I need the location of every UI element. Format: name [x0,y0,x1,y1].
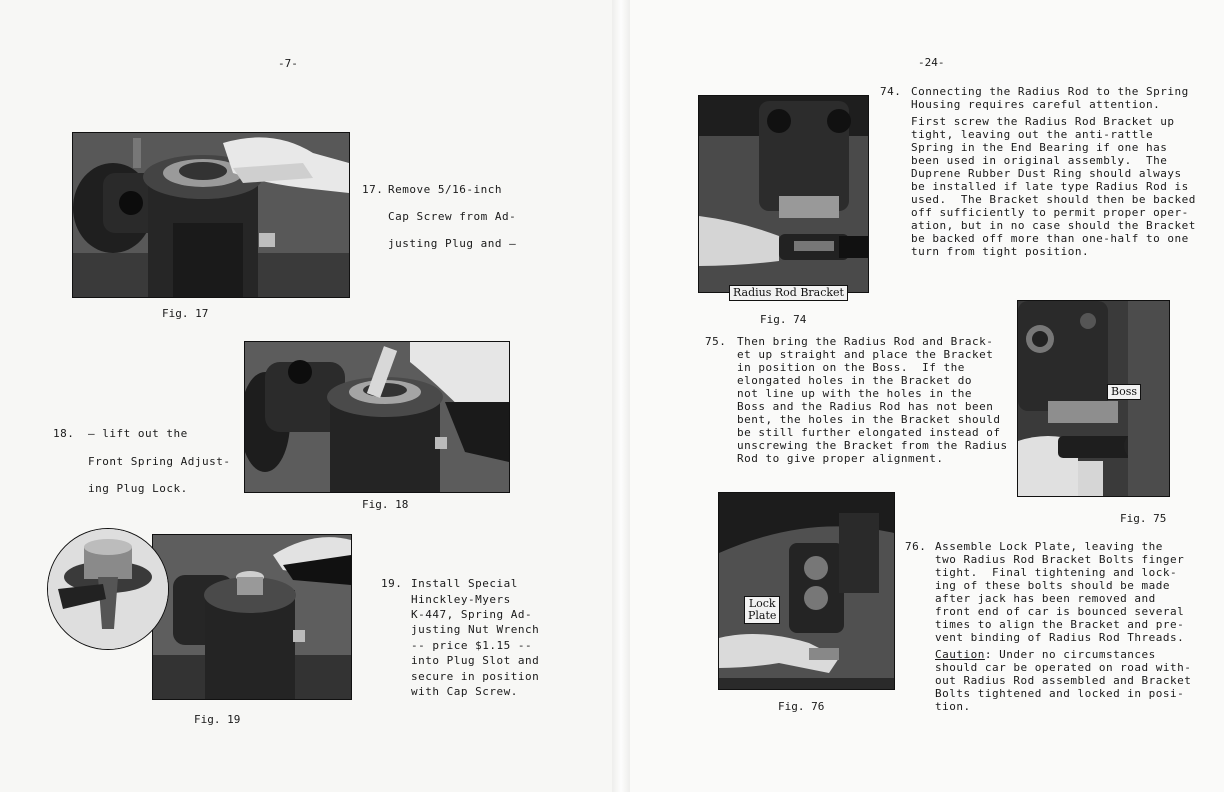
step-76-caution-line-4: Bolts tightened and locked in posi- [935,687,1185,700]
step-19-line-5: -- price $1.15 -- [411,639,533,652]
fig-76-photo [718,492,895,690]
step-74-line-12: be backed off more than one-half to one [911,232,1189,245]
fig-75-photo [1017,300,1170,497]
step-76-line-6: front end of car is bounced several [935,605,1185,618]
page-gutter [612,0,630,792]
fig-74-photo [698,95,869,293]
step-17-line-1: Remove 5/16-inch [388,183,502,196]
step-76-line-8: vent binding of Radius Rod Threads. [935,631,1185,644]
step-18-number: 18. [53,427,75,440]
step-76-caution-line-5: tion. [935,700,971,713]
step-75-number: 75. [705,335,727,348]
step-76-line-4: ing of these bolts should be made [935,579,1171,592]
step-17-line-3: justing Plug and — [388,237,517,250]
step-17-line-2: Cap Screw from Ad- [388,210,517,223]
step-19-line-7: secure in position [411,670,540,683]
step-74-line-5: Spring in the End Bearing if one has [911,141,1168,154]
step-75-line-5: not line up with the holes in the [737,387,973,400]
step-18-line-2: Front Spring Adjust- [88,455,231,468]
fig-75-caption: Fig. 75 [1120,512,1167,525]
step-74-number: 74. [880,85,902,98]
fig-19-inset-circle [47,528,169,650]
step-76-number: 76. [905,540,927,553]
step-75-line-10: Rod to give proper alignment. [737,452,944,465]
fig-74-caption: Fig. 74 [760,313,807,326]
step-17-number: 17. [362,183,384,196]
step-18-line-1: — lift out the [88,427,188,440]
step-74-line-7: Duprene Rubber Dust Ring should always [911,167,1182,180]
step-75-line-1: Then bring the Radius Rod and Brack- [737,335,994,348]
step-75-line-6: Boss and the Radius Rod has not been [737,400,994,413]
step-76-line-5: after jack has been removed and [935,592,1156,605]
step-75-line-8: be still further elongated instead of [737,426,1001,439]
step-74-line-6: been used in original assembly. The [911,154,1168,167]
step-74-line-2: Housing requires careful attention. [911,98,1161,111]
fig-19-photo [152,534,352,700]
fig-18-caption: Fig. 18 [362,498,409,511]
step-19-line-1: Install Special [411,577,518,590]
step-76-line-2: two Radius Rod Bracket Bolts finger [935,553,1185,566]
fig-17-photo [72,132,350,298]
step-74-line-4: tight, leaving out the anti-rattle [911,128,1154,141]
fig-75-callout-boss: Boss [1107,384,1141,400]
step-76-line-7: times to align the Bracket and pre- [935,618,1185,631]
step-19-line-8: with Cap Screw. [411,685,518,698]
step-74-line-13: turn from tight position. [911,245,1090,258]
step-76-line-3: tight. Final tightening and lock- [935,566,1178,579]
fig-76-callout-line-1: Lock [748,597,776,610]
step-19-number: 19. [381,577,403,590]
fig-76-caption: Fig. 76 [778,700,825,713]
step-19-line-3: K-447, Spring Ad- [411,608,533,621]
caution-text: : Under no circumstances [984,648,1156,661]
left-page-number: -7- [278,57,298,70]
step-74-line-3: First screw the Radius Rod Bracket up [911,115,1175,128]
step-74-line-9: used. The Bracket should then be backed [911,193,1196,206]
fig-18-photo [244,341,510,493]
step-19-line-2: Hinckley-Myers [411,593,511,606]
caution-label: Caution [935,648,985,661]
fig-76-callout-line-2: Plate [748,609,777,622]
step-75-line-3: in position on the Boss. If the [737,361,965,374]
step-75-line-7: bent, the holes in the Bracket should [737,413,1001,426]
step-75-line-9: unscrewing the Bracket from the Radius [737,439,1008,452]
fig-74-callout-radius-rod-bracket: Radius Rod Bracket [729,285,848,301]
fig-17-caption: Fig. 17 [162,307,209,320]
step-76-line-1: Assemble Lock Plate, leaving the [935,540,1163,553]
right-page-number: -24- [918,56,945,69]
step-19-line-6: into Plug Slot and [411,654,540,667]
step-76-caution-line-3: out Radius Rod assembled and Bracket [935,674,1192,687]
fig-19-caption: Fig. 19 [194,713,241,726]
step-75-line-4: elongated holes in the Bracket do [737,374,973,387]
step-75-line-2: et up straight and place the Bracket [737,348,994,361]
step-74-line-10: off sufficiently to permit proper oper- [911,206,1189,219]
step-19-line-4: justing Nut Wrench [411,623,540,636]
step-18-line-3: ing Plug Lock. [88,482,188,495]
step-74-line-8: be installed if late type Radius Rod is [911,180,1189,193]
fig-76-callout-lock-plate [744,596,780,624]
step-74-line-11: ation, but in no case should the Bracket [911,219,1196,232]
step-76-caution-line-1 [935,648,1156,661]
step-76-caution-line-2: should car be operated on road with- [935,661,1192,674]
step-74-line-1: Connecting the Radius Rod to the Spring [911,85,1189,98]
